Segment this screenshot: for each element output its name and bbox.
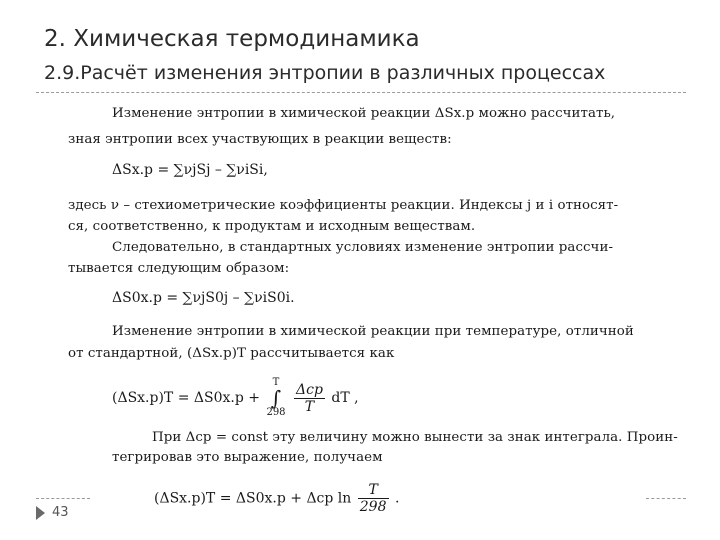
paragraph-1-line-2: зная энтропии всех участвующих в реакции веществ: xyxy=(68,132,452,147)
equation-2: ΔS0х.р = ∑νjS0j – ∑νiS0i. xyxy=(112,290,295,306)
equation-4-fraction xyxy=(358,482,389,515)
fraction-numerator: Δcp xyxy=(296,381,323,398)
paragraph-3-line-2: тывается следующим образом: xyxy=(68,261,290,276)
slide-title: 2. Химическая термодинамика xyxy=(44,26,420,52)
paragraph-1-line-1: Изменение энтропии в химической реакции ΔSх.р можно рассчитать, xyxy=(112,106,616,121)
fraction-denominator: 298 xyxy=(359,499,387,515)
paragraph-2-line-1: здесь ν – стехиометрические коэффициенты реакции. Индексы j и i относят- xyxy=(68,198,619,213)
scanned-text-block xyxy=(68,100,678,528)
integral-symbol-icon: ∫ xyxy=(270,386,282,410)
paragraph-5-line-2: тегрировав это выражение, получаем xyxy=(112,450,383,465)
page-number: 43 xyxy=(52,505,69,520)
equation-3-tail: dT , xyxy=(331,390,359,406)
footer-divider-right xyxy=(646,498,686,499)
paragraph-4-line-1: Изменение энтропии в химической реакции при температуре, отличной xyxy=(112,324,634,339)
page-marker-icon xyxy=(36,506,45,520)
paragraph-4-line-2: от стандартной, (ΔSх.р)T рассчитывается как xyxy=(68,346,395,361)
equation-4-tail: . xyxy=(394,490,400,507)
paragraph-5-line-1: При Δcp = const эту величину можно вынести за знак интеграла. Проин- xyxy=(152,430,678,445)
equation-3-lhs: (ΔSх.р)T = ΔS0х.р + xyxy=(112,390,260,406)
integral-upper-limit: T xyxy=(272,377,280,388)
header-divider xyxy=(36,92,686,93)
paragraph-3-line-1: Следовательно, в стандартных условиях изменение энтропии рассчи- xyxy=(112,240,614,255)
equation-4 xyxy=(154,482,399,515)
integral-lower-limit: 298 xyxy=(266,407,286,418)
slide-subtitle: 2.9.Расчёт изменения энтропии в различных процессах xyxy=(44,62,606,84)
fraction-numerator: T xyxy=(358,482,389,499)
footer-divider-left xyxy=(36,498,90,499)
paragraph-2-line-2: ся, соответственно, к продуктам и исходным веществам. xyxy=(68,219,476,234)
fraction-denominator: T xyxy=(304,398,315,415)
equation-3-fraction xyxy=(294,382,325,415)
equation-4-lhs: (ΔSх.р)T = ΔS0х.р + Δcp ln xyxy=(154,490,352,507)
integral-sign xyxy=(266,378,285,418)
equation-3 xyxy=(112,378,359,418)
equation-1: ΔSх.р = ∑νjSj – ∑νiSi, xyxy=(112,162,268,178)
